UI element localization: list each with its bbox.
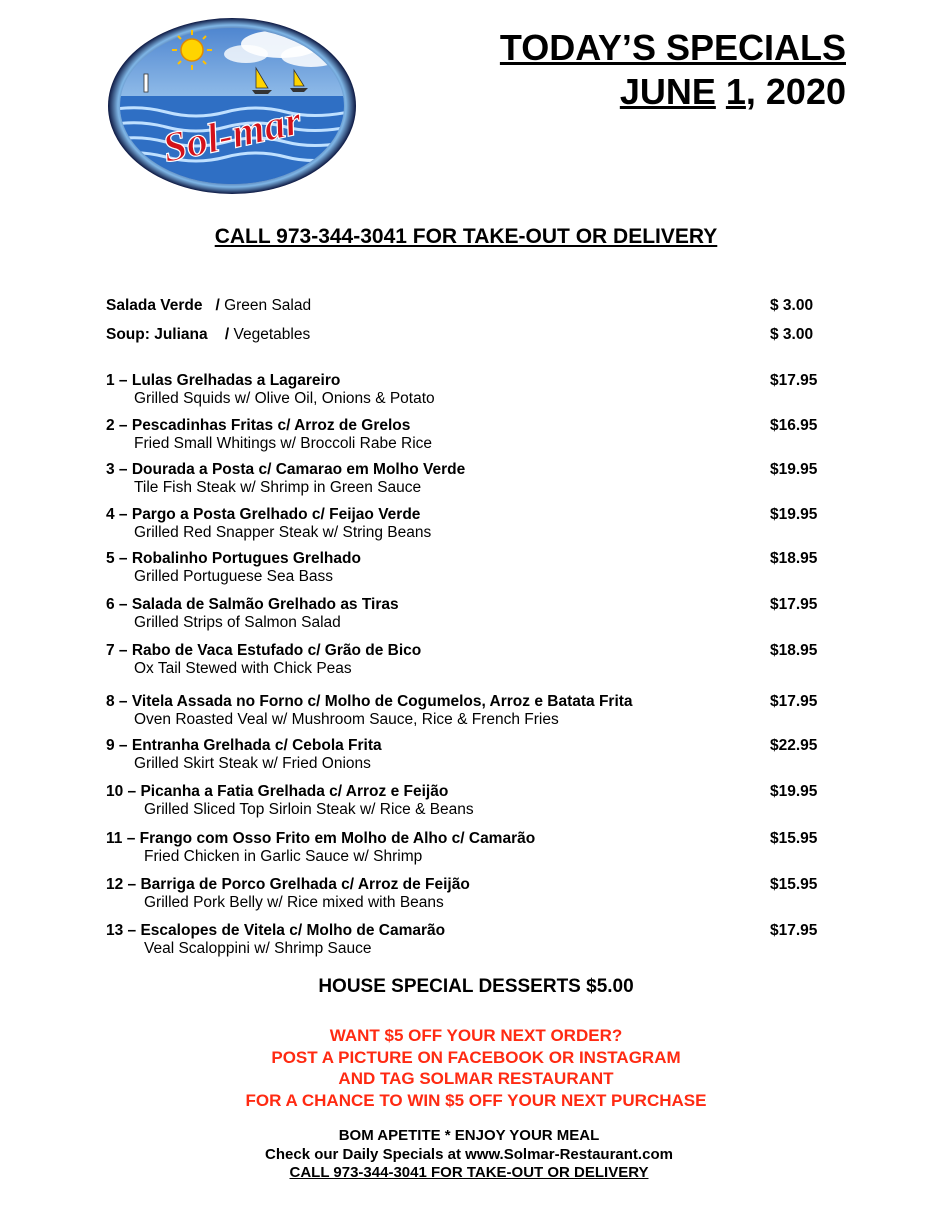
menu-item-desc: Ox Tail Stewed with Chick Peas [134, 660, 352, 677]
call-banner: CALL 973-344-3041 FOR TAKE-OUT OR DELIVERY [214, 225, 718, 248]
menu-item-price: $17.95 [770, 372, 818, 389]
promo-block [0, 1025, 932, 1112]
promo-line: WANT $5 OFF YOUR NEXT ORDER? [329, 1026, 623, 1045]
menu-item-price: $22.95 [770, 737, 818, 754]
menu-item [106, 372, 826, 408]
menu-item-price: $17.95 [770, 693, 818, 710]
footer-greeting: BOM APETITE * ENJOY YOUR MEAL [338, 1127, 600, 1144]
desserts-heading: HOUSE SPECIAL DESSERTS $5.00 [318, 976, 634, 997]
starter-price: $ 3.00 [770, 297, 814, 314]
menu-item-desc: Grilled Sliced Top Sirloin Steak w/ Rice & Beans [144, 801, 474, 818]
starter-desc: Vegetables [233, 326, 311, 343]
menu-item-title: 11 – Frango com Osso Frito em Molho de Alho c/ Camarão [106, 830, 536, 847]
menu-item-desc: Tile Fish Steak w/ Shrimp in Green Sauce [134, 479, 422, 496]
menu-item-price: $15.95 [770, 830, 818, 847]
menu-item-title: 12 – Barriga de Porco Grelhada c/ Arroz de Feijão [106, 876, 470, 893]
menu-item-title: 9 – Entranha Grelhada c/ Cebola Frita [106, 737, 382, 754]
logo-text: Sol-mar [158, 97, 306, 173]
menu-item-price: $16.95 [770, 417, 818, 434]
menu-item-title: 1 – Lulas Grelhadas a Lagareiro [106, 372, 341, 389]
starter-price: $ 3.00 [770, 326, 814, 343]
solmar-logo [106, 16, 358, 196]
menu-item [106, 596, 826, 632]
starter-name: Salada Verde [106, 297, 203, 314]
menu-item-desc: Grilled Pork Belly w/ Rice mixed with Beans [144, 894, 444, 911]
promo-line: FOR A CHANCE TO WIN $5 OFF YOUR NEXT PURCHASE [245, 1091, 707, 1111]
menu-item [106, 417, 826, 453]
starter-row [106, 326, 826, 344]
date-year: , 2020 [745, 71, 846, 112]
menu-item [106, 876, 826, 912]
footer [0, 1127, 932, 1183]
menu-item-title: 3 – Dourada a Posta c/ Camarao em Molho Verde [106, 461, 466, 478]
menu-item-price: $19.95 [770, 506, 818, 523]
promo-line: AND TAG SOLMAR RESTAURANT [338, 1069, 614, 1089]
menu-item-title: 13 – Escalopes de Vitela c/ Molho de Camarão [106, 922, 446, 939]
menu-item-price: $15.95 [770, 876, 818, 893]
menu-item-price: $19.95 [770, 783, 818, 800]
menu-item-title: 6 – Salada de Salmão Grelhado as Tiras [106, 596, 399, 613]
date-month: JUNE [619, 71, 716, 112]
footer-website: Check our Daily Specials at www.Solmar-Restaurant.com [265, 1145, 673, 1163]
menu-item [106, 783, 826, 819]
menu-item-title: 2 – Pescadinhas Fritas c/ Arroz de Grelos [106, 417, 411, 434]
menu-item-title: 4 – Pargo a Posta Grelhado c/ Feijao Verde [106, 506, 421, 523]
menu-item-desc: Grilled Squids w/ Olive Oil, Onions & Potato [134, 390, 435, 407]
menu-item-price: $19.95 [770, 461, 818, 478]
menu-item-desc: Oven Roasted Veal w/ Mushroom Sauce, Rice & French Fries [134, 711, 559, 728]
menu-item-desc: Grilled Strips of Salmon Salad [134, 614, 341, 631]
menu-item-desc: Grilled Red Snapper Steak w/ String Beans [134, 524, 432, 541]
menu-item-title: 10 – Picanha a Fatia Grelhada c/ Arroz e Feijão [106, 783, 449, 800]
menu-item-desc: Fried Small Whitings w/ Broccoli Rabe Rice [134, 435, 433, 452]
menu-item [106, 550, 826, 586]
menu-item-title: 7 – Rabo de Vaca Estufado c/ Grão de Bico [106, 642, 422, 659]
date-day: 1 [725, 71, 746, 112]
menu-item [106, 922, 826, 958]
starter-separator: / [224, 326, 230, 343]
title-line: TODAY’S SPECIALS [499, 27, 846, 68]
starter-name: Soup: Juliana [106, 326, 208, 343]
menu-item-price: $17.95 [770, 922, 818, 939]
footer-call: CALL 973-344-3041 FOR TAKE-OUT OR DELIVERY [289, 1164, 649, 1181]
date-line [500, 70, 846, 114]
menu-item-title: 5 – Robalinho Portugues Grelhado [106, 550, 361, 567]
menu-item [106, 830, 826, 866]
menu-item [106, 693, 826, 729]
page-title [500, 26, 846, 114]
starter-desc: Green Salad [224, 297, 312, 314]
promo-line: POST A PICTURE ON FACEBOOK OR INSTAGRAM [271, 1047, 681, 1067]
menu-item [106, 642, 826, 678]
menu-item-desc: Grilled Skirt Steak w/ Fried Onions [134, 755, 371, 772]
menu-item-desc: Veal Scaloppini w/ Shrimp Sauce [144, 940, 372, 957]
menu-item-desc: Grilled Portuguese Sea Bass [134, 568, 334, 585]
menu-item-price: $17.95 [770, 596, 818, 613]
menu-item-price: $18.95 [770, 642, 818, 659]
menu-item [106, 506, 826, 542]
menu-item-title: 8 – Vitela Assada no Forno c/ Molho de Cogumelos, Arroz e Batata Frita [106, 693, 633, 710]
starter-separator: / [215, 297, 220, 314]
menu-item [106, 461, 826, 497]
menu-item-desc: Fried Chicken in Garlic Sauce w/ Shrimp [144, 848, 423, 865]
starter-row [106, 297, 826, 315]
menu-item-price: $18.95 [770, 550, 818, 567]
menu-item [106, 737, 826, 773]
